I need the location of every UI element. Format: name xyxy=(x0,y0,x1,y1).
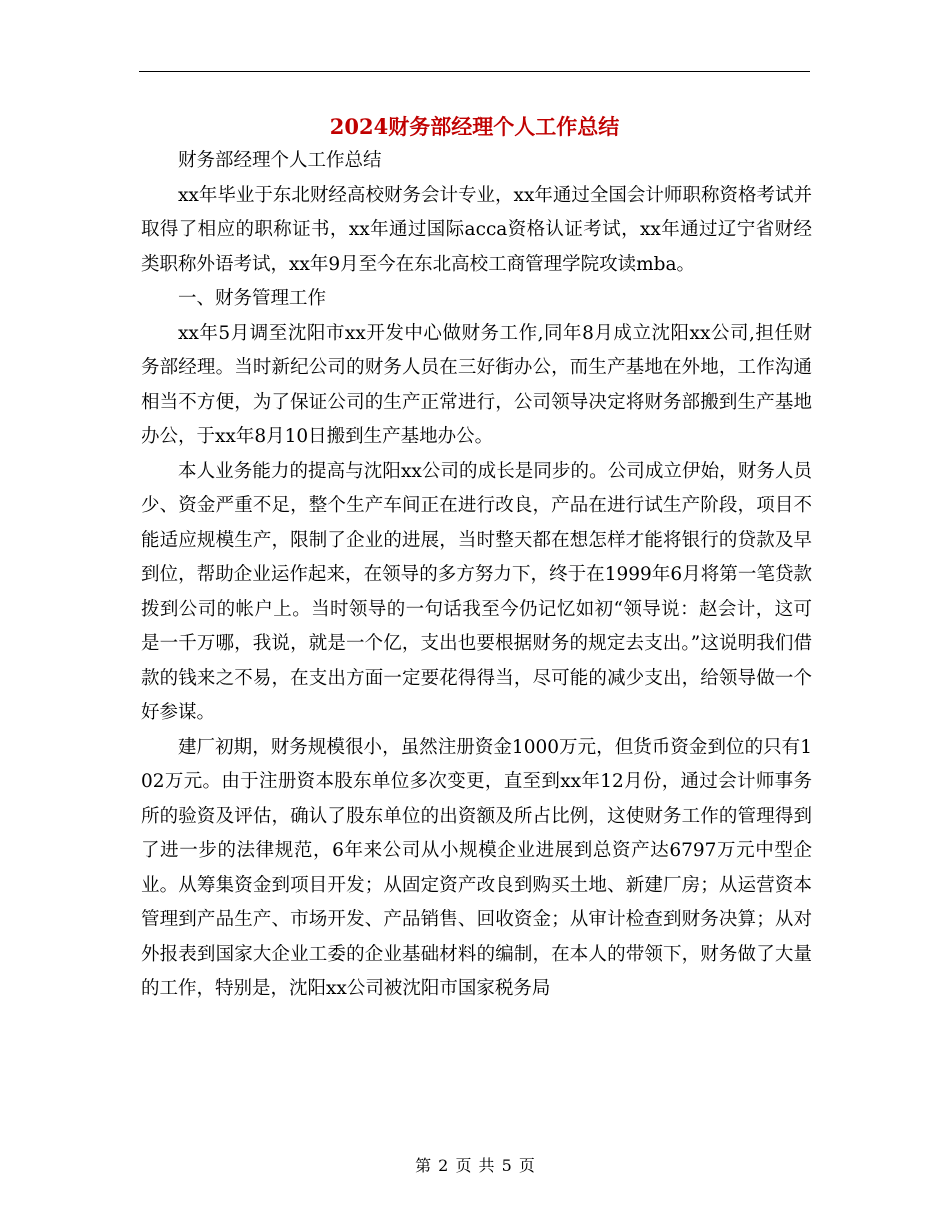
paragraph-background: xx年毕业于东北财经高校财务会计专业，xx年通过全国会计师职称资格考试并取得了相应的职称证书，xx年通过国际acca资格认证考试，xx年通过辽宁省财经类职称外语考试，xx年9月至今在东北高校工商管理学院攻读mba。 xyxy=(141,184,812,275)
document-title: 2024财务部经理个人工作总结 xyxy=(329,114,620,139)
section-heading: 一、财务管理工作 xyxy=(178,288,327,309)
paragraph-early-stage: 建厂初期，财务规模很小，虽然注册资金1000万元，但货币资金到位的只有102万元。由于注册资本股东单位多次变更，直至到xx年12月份，通过会计师事务所的验资及评估，确认了股东单位的出资额及所占比例，这使财务工作的管理得到了进一步的法律规范，6年来公司从小规模企业进展到总资产达6797万元中型企业。从筹集资金到项目开发；从固定资产改良到购买土地、新建厂房；从运营资本管理到产品生产、市场开发、产品销售、回收资金；从审计检查到财务决算；从对外报表到国家大企业工委的企业基础材料的编制，在本人的带领下，财务做了大量的工作，特别是，沈阳xx公司被沈阳市国家税务局 xyxy=(141,736,812,999)
page-number: 第 2 页 共 5 页 xyxy=(415,1156,535,1175)
paragraph-subtitle: 财务部经理个人工作总结 xyxy=(178,150,382,171)
paragraph-growth: 本人业务能力的提高与沈阳xx公司的成长是同步的。公司成立伊始，财务人员少、资金严重不足，整个生产车间正在进行改良，产品在进行试生产阶段，项目不能适应规模生产，限制了企业的进展，当时整天都在想怎样才能将银行的贷款及早到位，帮助企业运作起来，在领导的多方努力下，终于在1999年6月将第一笔贷款拨到公司的帐户上。当时领导的一句话我至今仍记忆如初“领导说：赵会计，这可是一千万哪，我说，就是一个亿，支出也要根据财务的规定去支出。”这说明我们借款的钱来之不易，在支出方面一定要花得得当，尽可能的减少支出，给领导做一个好参谋。 xyxy=(141,460,812,723)
paragraph-transfer: xx年5月调至沈阳市xx开发中心做财务工作,同年8月成立沈阳xx公司,担任财务部经理。当时新纪公司的财务人员在三好街办公，而生产基地在外地，工作沟通相当不方便，为了保证公司的生产正常进行，公司领导决定将财务部搬到生产基地办公，于xx年8月10日搬到生产基地办公。 xyxy=(141,322,812,447)
header-rule xyxy=(139,71,810,72)
document-body xyxy=(141,144,812,1007)
